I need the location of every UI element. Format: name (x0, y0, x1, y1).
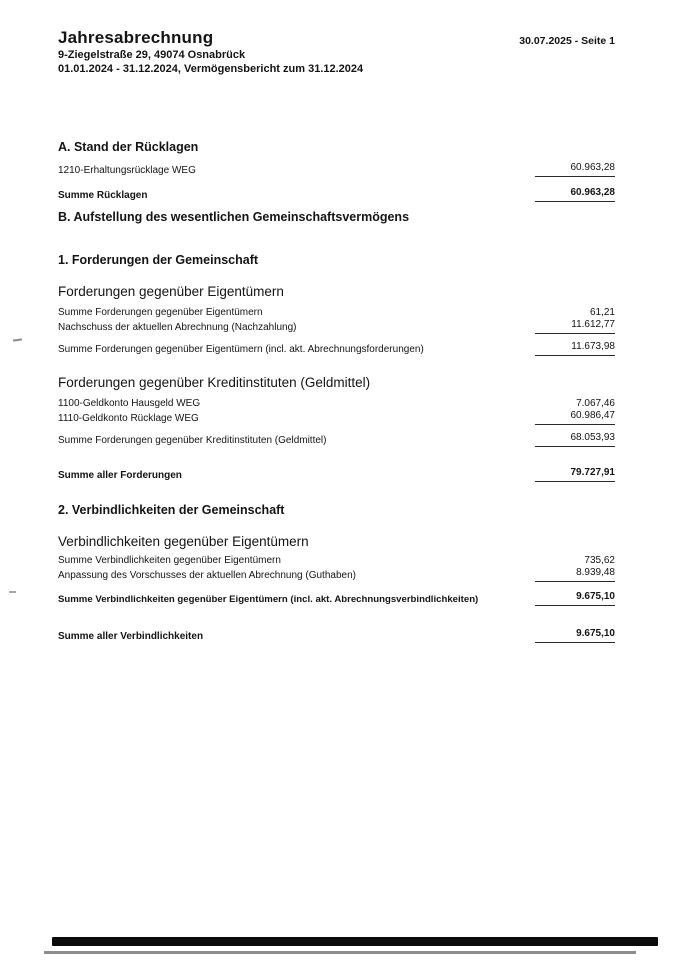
total-value: 9.675,10 (535, 628, 615, 643)
sum-value: 60.963,28 (535, 187, 615, 202)
subsection-2-heading: 2. Verbindlichkeiten der Gemeinschaft (58, 503, 285, 517)
document-header (58, 28, 615, 48)
line-item-value: 735,62 (584, 555, 615, 566)
line-item-value: 7.067,46 (576, 398, 615, 409)
line-item-row (58, 307, 615, 319)
line-item-label: 1210-Erhaltungsrücklage WEG (58, 165, 196, 176)
sum-value: 9.675,10 (535, 591, 615, 606)
line-item-row (58, 162, 615, 177)
scan-bottom-edge (44, 951, 636, 954)
accounting-period: 01.01.2024 - 31.12.2024, Vermögensbericht zum 31.12.2024 (58, 63, 364, 75)
document-title: Jahresabrechnung (58, 28, 214, 47)
line-item-label: 1110-Geldkonto Rücklage WEG (58, 413, 199, 424)
line-item-row (58, 567, 615, 582)
total-label: Summe aller Verbindlichkeiten (58, 631, 204, 642)
group-heading-forderungen-kreditinstitute: Forderungen gegenüber Kreditinstituten (Geldmittel) (58, 375, 371, 390)
line-item-value: 11.612,77 (535, 319, 615, 334)
property-address: 9-Ziegelstraße 29, 49074 Osnabrück (58, 49, 246, 61)
line-item-value: 8.939,48 (535, 567, 615, 582)
total-row-forderungen (58, 467, 615, 482)
line-item-value: 60.986,47 (535, 410, 615, 425)
scan-artifact (9, 591, 16, 593)
sum-label: Summe Rücklagen (58, 190, 148, 201)
total-value: 79.727,91 (535, 467, 615, 482)
sum-row (58, 591, 615, 606)
sum-label: Summe Verbindlichkeiten gegenüber Eigentümern (incl. akt. Abrechnungsverbindlichkeiten) (58, 594, 479, 605)
line-item-value: 60.963,28 (535, 162, 615, 177)
sum-value: 11.673,98 (535, 341, 615, 356)
sum-row (58, 187, 615, 202)
subsection-1-heading: 1. Forderungen der Gemeinschaft (58, 253, 259, 267)
sum-row (58, 432, 615, 447)
date-page-number: 30.07.2025 - Seite 1 (519, 35, 615, 47)
sum-label: Summe Forderungen gegenüber Kreditinstituten (Geldmittel) (58, 435, 327, 446)
group-heading-verbindlichkeiten-eigentuemer: Verbindlichkeiten gegenüber Eigentümern (58, 534, 309, 549)
line-item-label: Summe Forderungen gegenüber Eigentümern (58, 307, 263, 318)
group-heading-forderungen-eigentuemer: Forderungen gegenüber Eigentümern (58, 284, 284, 299)
sum-label: Summe Forderungen gegenüber Eigentümern (incl. akt. Abrechnungsforderungen) (58, 344, 424, 355)
line-item-row (58, 319, 615, 334)
line-item-label: 1100-Geldkonto Hausgeld WEG (58, 398, 201, 409)
line-item-row (58, 555, 615, 567)
line-item-label: Summe Verbindlichkeiten gegenüber Eigentümern (58, 555, 281, 566)
total-label: Summe aller Forderungen (58, 470, 182, 481)
line-item-label: Nachschuss der aktuellen Abrechnung (Nachzahlung) (58, 322, 297, 333)
section-b-heading: B. Aufstellung des wesentlichen Gemeinschaftsvermögens (58, 210, 410, 224)
line-item-row (58, 398, 615, 410)
scan-bottom-bar (52, 937, 658, 946)
section-a-heading: A. Stand der Rücklagen (58, 140, 199, 154)
line-item-row (58, 410, 615, 425)
line-item-label: Anpassung des Vorschusses der aktuellen Abrechnung (Guthaben) (58, 570, 356, 581)
total-row-verbindlichkeiten (58, 628, 615, 643)
sum-value: 68.053,93 (535, 432, 615, 447)
line-item-value: 61,21 (589, 307, 615, 318)
sum-row (58, 341, 615, 356)
